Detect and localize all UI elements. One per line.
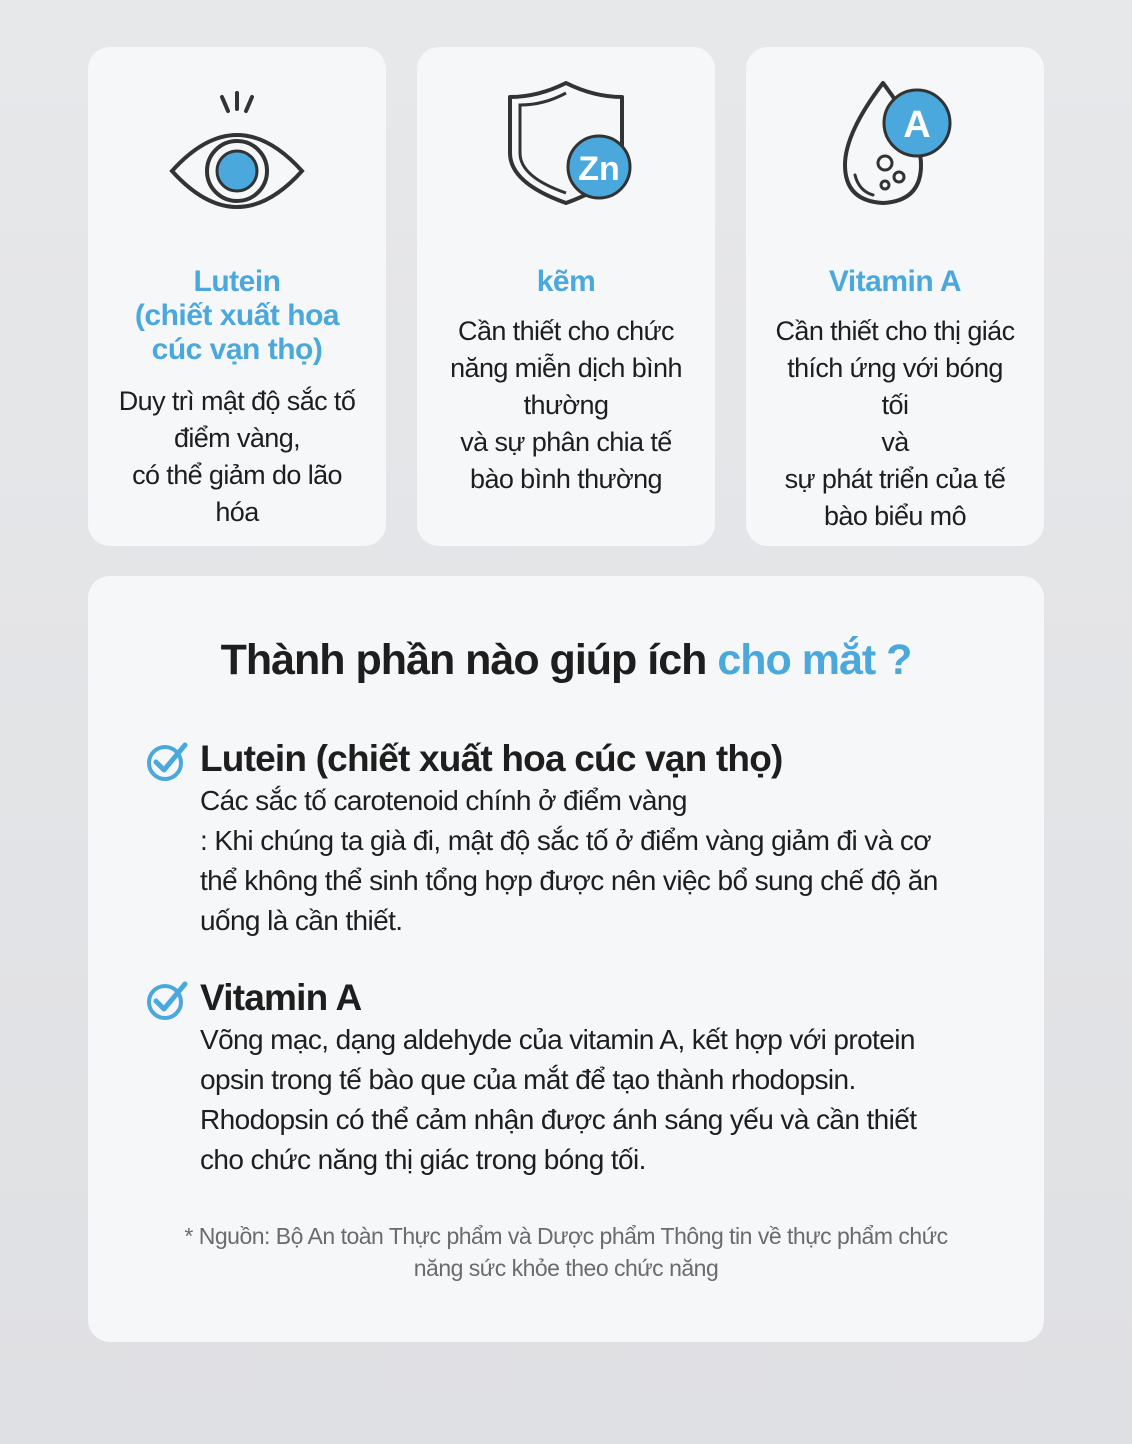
zinc-shield-icon — [417, 79, 715, 209]
panel-title — [0, 636, 1132, 685]
card-title: Vitamin A — [828, 265, 962, 298]
ingredient-body: Các sắc tố carotenoid chính ở điểm vàng : Khi chúng ta già đi, mật độ sắc tố ở điểm vàng giảm đi và cơ thể không thể sinh tổng hợp được nên việc bổ sung chế độ ăn uống là cần thiết. — [200, 785, 938, 936]
panel-title-main: Thành phần nào giúp ích — [220, 636, 718, 684]
check-circle-icon — [145, 980, 189, 1020]
lutein-card — [88, 47, 386, 546]
card-title: Lutein (chiết xuất hoa cúc vạn thọ) — [134, 265, 340, 366]
vitamin-a-symbol: A — [903, 104, 931, 146]
vitamin-a-card — [746, 47, 1044, 546]
card-description: Duy trì mật độ sắc tố điểm vàng, có thể giảm do lão hóa — [118, 386, 356, 527]
check-circle-icon — [145, 741, 189, 781]
ingredient-heading: Lutein (chiết xuất hoa cúc vạn thọ) — [200, 738, 783, 779]
card-description: Cần thiết cho thị giác thích ứng với bóng tối và sự phát triển của tế bào biểu mô — [775, 316, 1015, 531]
ingredient-body: Võng mạc, dạng aldehyde của vitamin A, kết hợp với protein opsin trong tế bào que của mắt để tạo thành rhodopsin. Rhodopsin có thể cảm nhận được ánh sáng yếu và cần thiết cho chức năng thị giác trong bóng tối. — [200, 1024, 917, 1175]
source-note: * Nguồn: Bộ An toàn Thực phẩm và Dược phẩm Thông tin về thực phẩm chức năng sức khỏe theo chức năng — [184, 1223, 948, 1281]
ingredient-heading: Vitamin A — [200, 977, 362, 1018]
zinc-card — [417, 47, 715, 546]
vitamin-a-drop-icon — [746, 79, 1044, 209]
card-description: Cần thiết cho chức năng miễn dịch bình thường và sự phân chia tế bào bình thường — [450, 316, 682, 494]
panel-title-accent: cho mắt ? — [717, 636, 912, 684]
zinc-symbol: Zn — [578, 150, 620, 188]
card-title: kẽm — [536, 265, 596, 298]
eye-icon — [88, 79, 386, 209]
